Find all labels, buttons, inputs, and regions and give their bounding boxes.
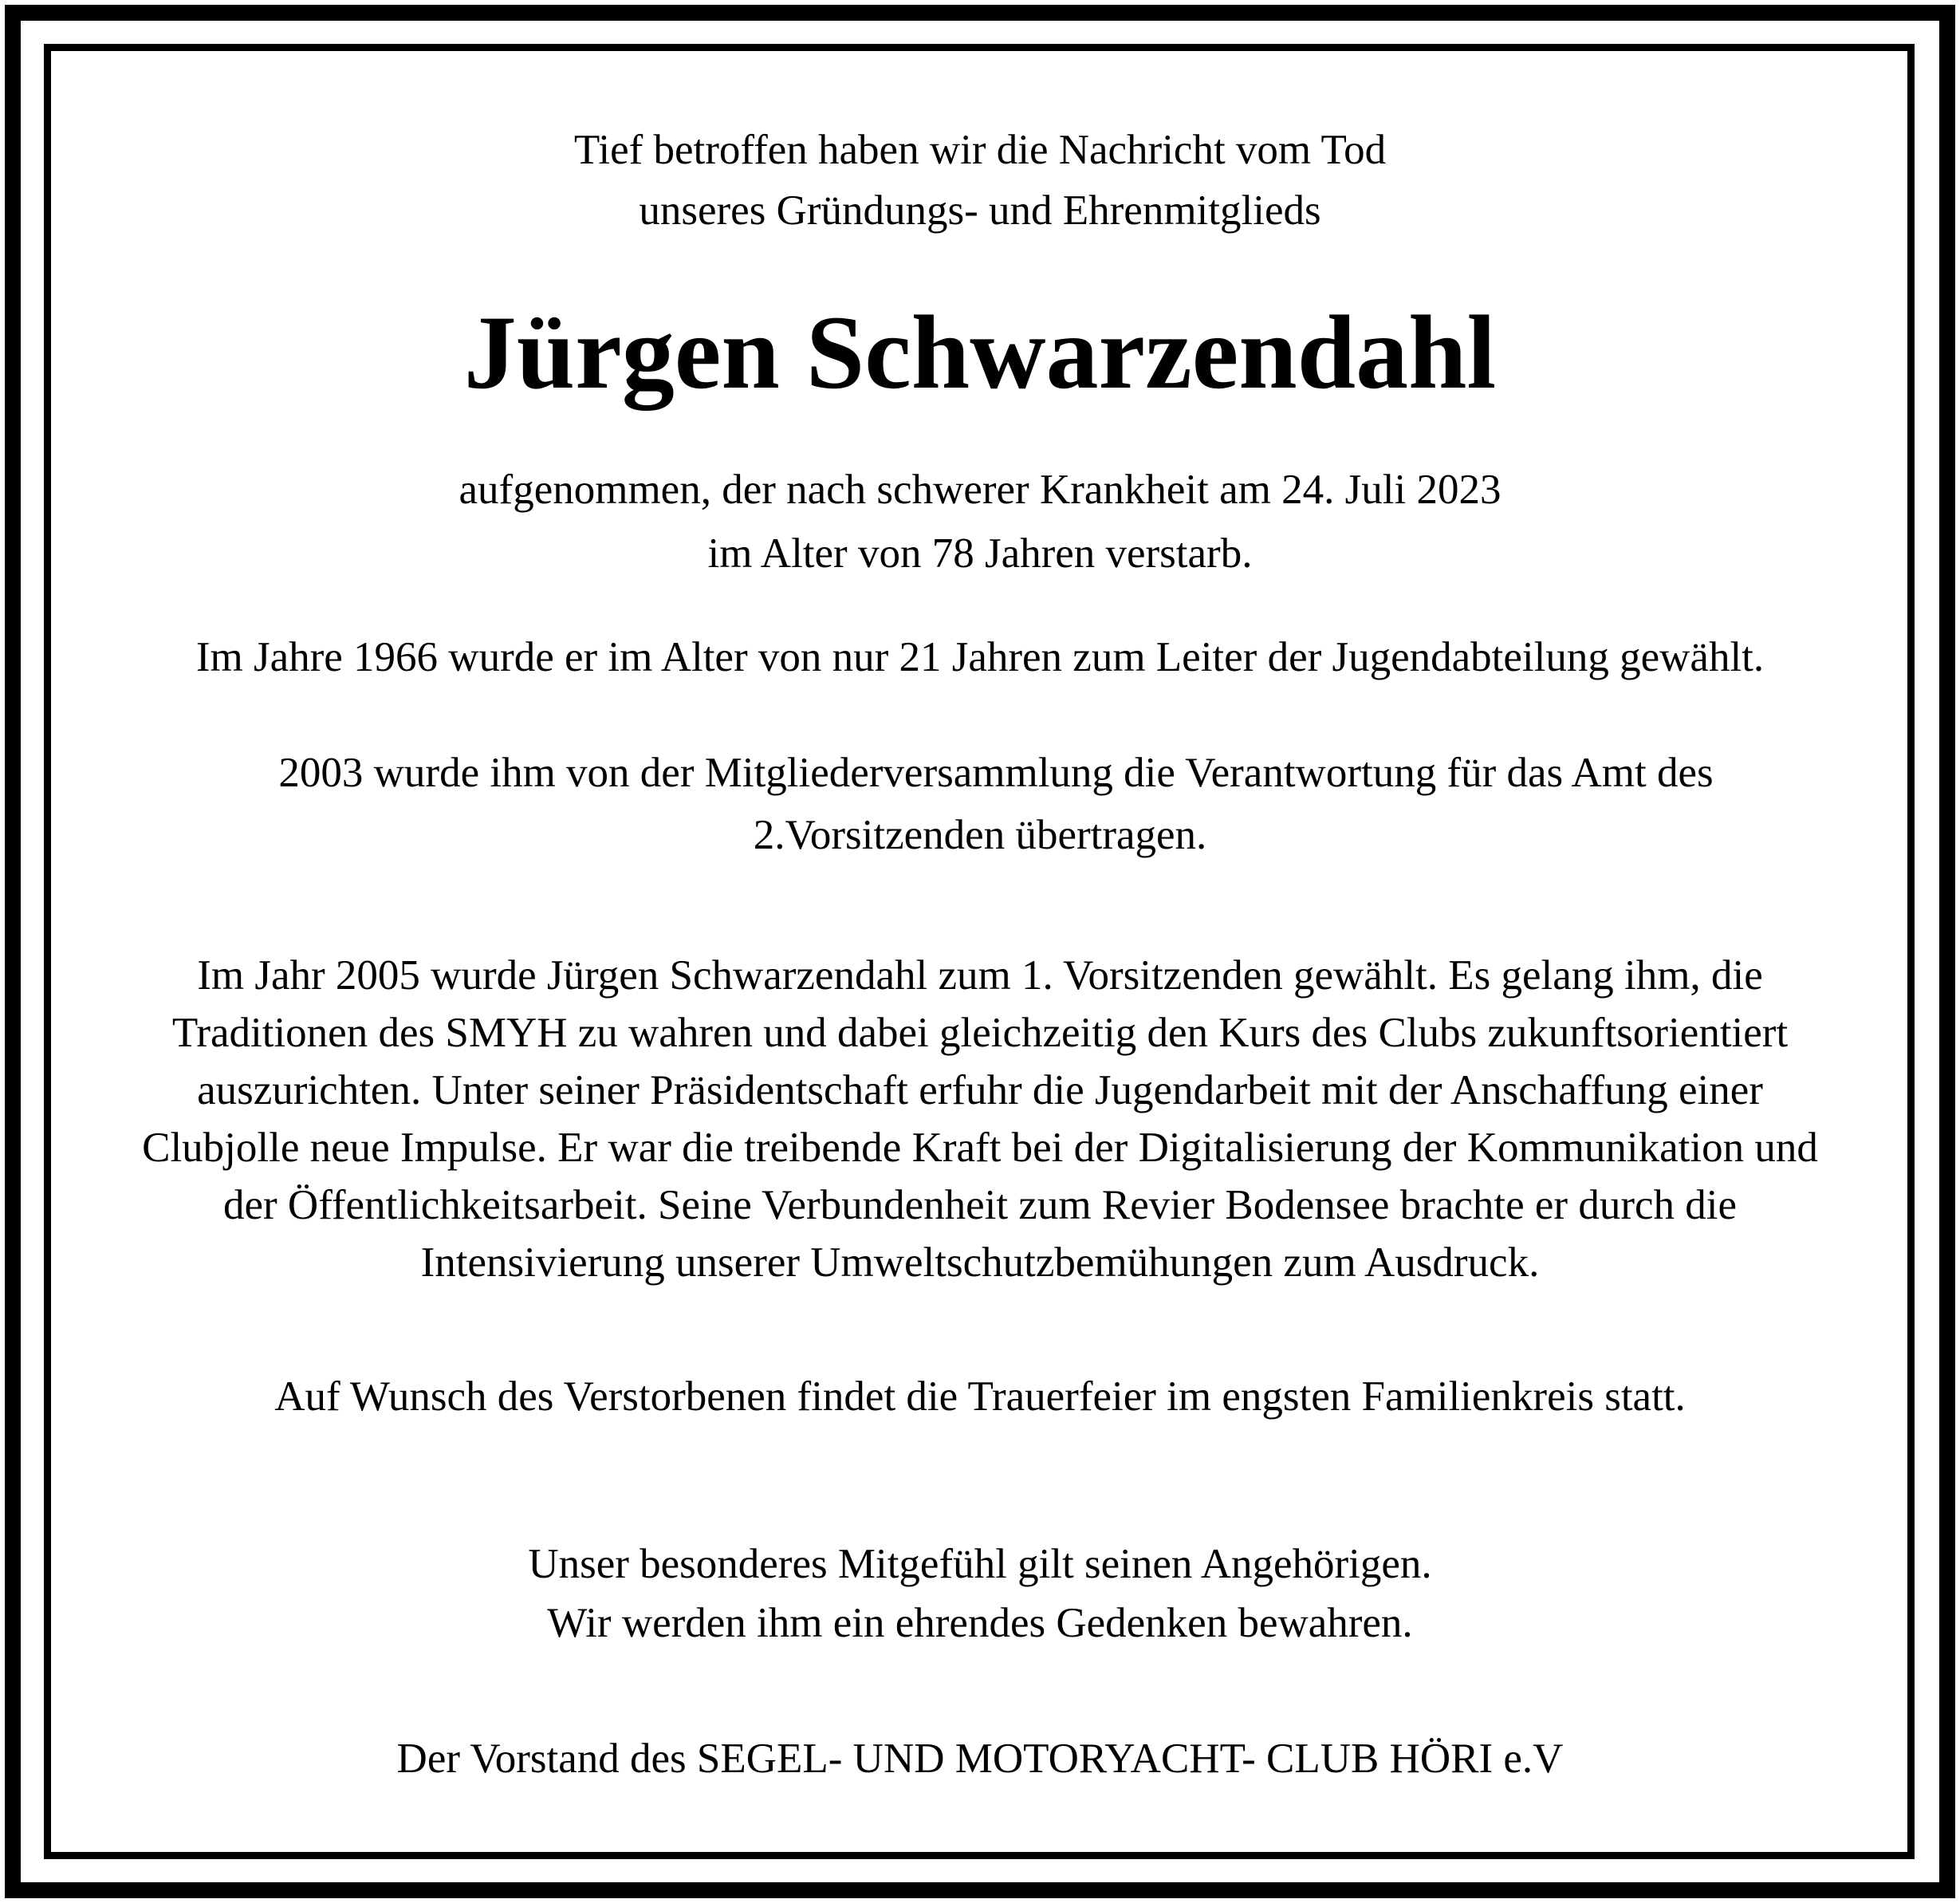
paragraph-2005-line-5: der Öffentlichkeitsarbeit. Seine Verbundenheit zum Revier Bodensee brachte er durch die — [223, 1182, 1737, 1228]
condolence-line-2: Wir werden ihm ein ehrendes Gedenken bewahren. — [547, 1600, 1413, 1646]
death-line-2: im Alter von 78 Jahren verstarb. — [707, 530, 1253, 577]
funeral-note: Auf Wunsch des Verstorbenen findet die Trauerfeier im engsten Familienkreis statt. — [274, 1373, 1686, 1420]
condolence-line-1: Unser besonderes Mitgefühl gilt seinen Angehörigen. — [528, 1541, 1432, 1587]
paragraph-1966: Im Jahre 1966 wurde er im Alter von nur 21 Jahren zum Leiter der Jugendabteilung gewählt. — [195, 634, 1765, 680]
intro-line-1: Tief betroffen haben wir die Nachricht vom Tod — [573, 127, 1387, 173]
intro-line-2: unseres Gründungs- und Ehrenmitglieds — [639, 187, 1321, 234]
paragraph-2005-line-6: Intensivierung unserer Umweltschutzbemühungen zum Ausdruck. — [420, 1239, 1540, 1286]
paragraph-2005-line-1: Im Jahr 2005 wurde Jürgen Schwarzendahl zum 1. Vorsitzenden gewählt. Es gelang ihm, die — [197, 952, 1763, 999]
death-line-1: aufgenommen, der nach schwerer Krankheit am 24. Juli 2023 — [459, 467, 1501, 513]
club-signature: Der Vorstand des SEGEL- UND MOTORYACHT- CLUB HÖRI e.V — [396, 1736, 1564, 1782]
paragraph-2005-line-4: Clubjolle neue Impulse. Er war die treibende Kraft bei der Digitalisierung der Kommunikation und — [142, 1125, 1818, 1171]
deceased-name: Jürgen Schwarzendahl — [463, 294, 1497, 411]
paragraph-2003-line-2: 2.Vorsitzenden übertragen. — [753, 812, 1207, 858]
paragraph-2005-line-2: Traditionen des SMYH zu wahren und dabei gleichzeitig den Kurs des Clubs zukunftsorientiert — [171, 1010, 1789, 1056]
paragraph-2003-line-1: 2003 wurde ihm von der Mitgliederversammlung die Verantwortung für das Amt des — [278, 750, 1714, 796]
paragraph-2005-line-3: auszurichten. Unter seiner Präsidentschaft erfuhr die Jugendarbeit mit der Anschaffung einer — [197, 1067, 1763, 1113]
